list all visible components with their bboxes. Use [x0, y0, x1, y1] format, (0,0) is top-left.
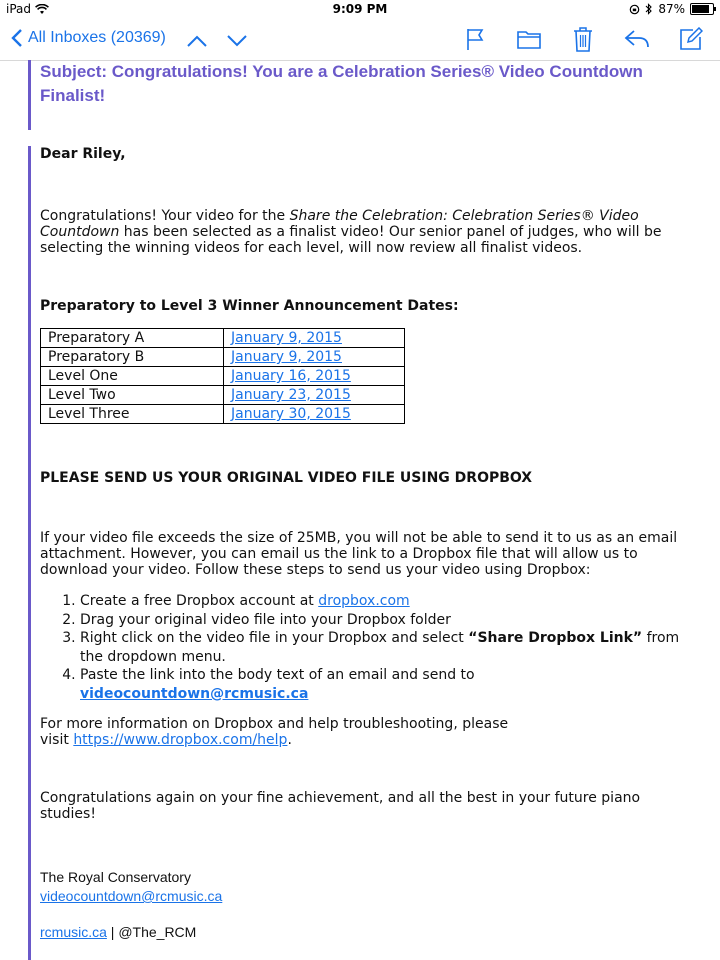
date-cell: [224, 329, 405, 348]
table-row: [41, 329, 405, 348]
flag-icon: [465, 27, 485, 51]
signature-separator: |: [106, 924, 119, 940]
help-paragraph: [40, 716, 540, 748]
list-item: [80, 629, 680, 666]
announcement-date-link[interactable]: January 30, 2015: [231, 406, 351, 422]
level-cell: Preparatory B: [41, 348, 224, 367]
closing-paragraph: Congratulations again on your fine achievement, and all the best in your future piano studies!: [40, 790, 641, 822]
contest-name: Share the Celebration: Celebration Series® Video Countdown: [40, 208, 639, 240]
status-bar: [0, 0, 720, 20]
signature-email-link[interactable]: videocountdown@rcmusic.ca: [40, 888, 223, 904]
back-to-inboxes-button[interactable]: [10, 28, 166, 48]
video-email-link[interactable]: videocountdown@rcmusic.ca: [80, 685, 309, 702]
step-1-text: Create a free Dropbox account at: [80, 593, 319, 609]
help-text: For more information on Dropbox and help troubleshooting, please visit: [40, 716, 509, 748]
orientation-lock-icon: [629, 4, 640, 15]
next-message-button[interactable]: [224, 28, 250, 54]
table-row: [41, 386, 405, 405]
back-label: All Inboxes (20369): [28, 29, 166, 46]
intro-text-end: has been selected as a finalist video! Our senior panel of judges, who will be selecting the winning videos for each level, will now review all finalist videos.: [40, 224, 662, 256]
quoted-subject-block: [28, 60, 691, 130]
chevron-left-icon: [10, 28, 24, 48]
signature-footer: [40, 923, 196, 942]
level-cell: Preparatory A: [41, 329, 224, 348]
step-3-tail: from the dropdown menu.: [80, 630, 680, 665]
trash-icon: [572, 26, 594, 52]
status-time: 9:09 PM: [332, 2, 388, 16]
announcement-date-link[interactable]: January 9, 2015: [231, 349, 342, 365]
move-to-folder-button[interactable]: [516, 26, 542, 52]
flag-button[interactable]: [462, 26, 488, 52]
table-row: [41, 367, 405, 386]
compose-button[interactable]: [678, 26, 704, 52]
signature-org: The Royal Conservatory: [40, 869, 191, 885]
date-cell: [224, 405, 405, 424]
step-2-text: Drag your original video file into your Dropbox folder: [80, 611, 451, 628]
quoted-body-block: [28, 146, 701, 960]
battery-percent: 87%: [658, 2, 685, 16]
dropbox-link[interactable]: dropbox.com: [318, 593, 410, 609]
level-cell: Level Two: [41, 386, 224, 405]
list-item: [80, 611, 680, 630]
share-dropbox-link-label: “Share Dropbox Link”: [468, 630, 643, 646]
greeting: Dear Riley,: [40, 146, 126, 162]
announcement-dates-table: [40, 328, 405, 424]
step-4-text: Paste the link into the body text of an email and send to: [80, 667, 475, 683]
step-3-text: Right click on the video file in your Dropbox and select: [80, 630, 469, 646]
trash-button[interactable]: [570, 26, 596, 52]
dropbox-section-title: PLEASE SEND US YOUR ORIGINAL VIDEO FILE USING DROPBOX: [40, 470, 533, 486]
date-cell: [224, 386, 405, 405]
twitter-handle: @The_RCM: [118, 924, 197, 940]
announcement-date-link[interactable]: January 16, 2015: [231, 368, 351, 384]
device-name: iPad: [6, 2, 32, 16]
compose-icon: [679, 27, 703, 51]
folder-icon: [517, 29, 541, 49]
intro-paragraph: [40, 208, 690, 256]
date-cell: [224, 367, 405, 386]
reply-icon: [624, 29, 650, 49]
list-item: [80, 666, 680, 703]
dropbox-intro-paragraph: If your video file exceeds the size of 25MB, you will not be able to send it to us as an email attachment. However, you can email us the link to a Dropbox file that will allow us to download your video. Follow these steps to send us your video using Dropbox:: [40, 530, 678, 578]
reply-button[interactable]: [624, 26, 650, 52]
dates-section-title: Preparatory to Level 3 Winner Announcement Dates:: [40, 298, 459, 314]
dropbox-steps-list: [40, 592, 680, 703]
rcmusic-site-link[interactable]: rcmusic.ca: [40, 924, 107, 940]
level-cell: Level One: [41, 367, 224, 386]
list-item: [80, 592, 680, 611]
intro-text-start: Congratulations! Your video for the: [40, 208, 290, 224]
battery-icon: [690, 3, 714, 15]
announcement-date-link[interactable]: January 9, 2015: [231, 330, 342, 346]
announcement-date-link[interactable]: January 23, 2015: [231, 387, 351, 403]
previous-message-button[interactable]: [184, 28, 210, 54]
dropbox-help-link[interactable]: https://www.dropbox.com/help: [73, 732, 288, 748]
bluetooth-icon: [645, 3, 653, 15]
table-row: [41, 405, 405, 424]
email-subject: Subject: Congratulations! You are a Celebration Series® Video Countdown Finalist!: [40, 62, 643, 105]
date-cell: [224, 348, 405, 367]
level-cell: Level Three: [41, 405, 224, 424]
mail-toolbar: [0, 20, 720, 61]
table-row: [41, 348, 405, 367]
chevron-up-icon: [186, 34, 208, 48]
help-text-end: .: [287, 732, 292, 748]
message-view: [0, 60, 720, 960]
chevron-down-icon: [226, 34, 248, 48]
